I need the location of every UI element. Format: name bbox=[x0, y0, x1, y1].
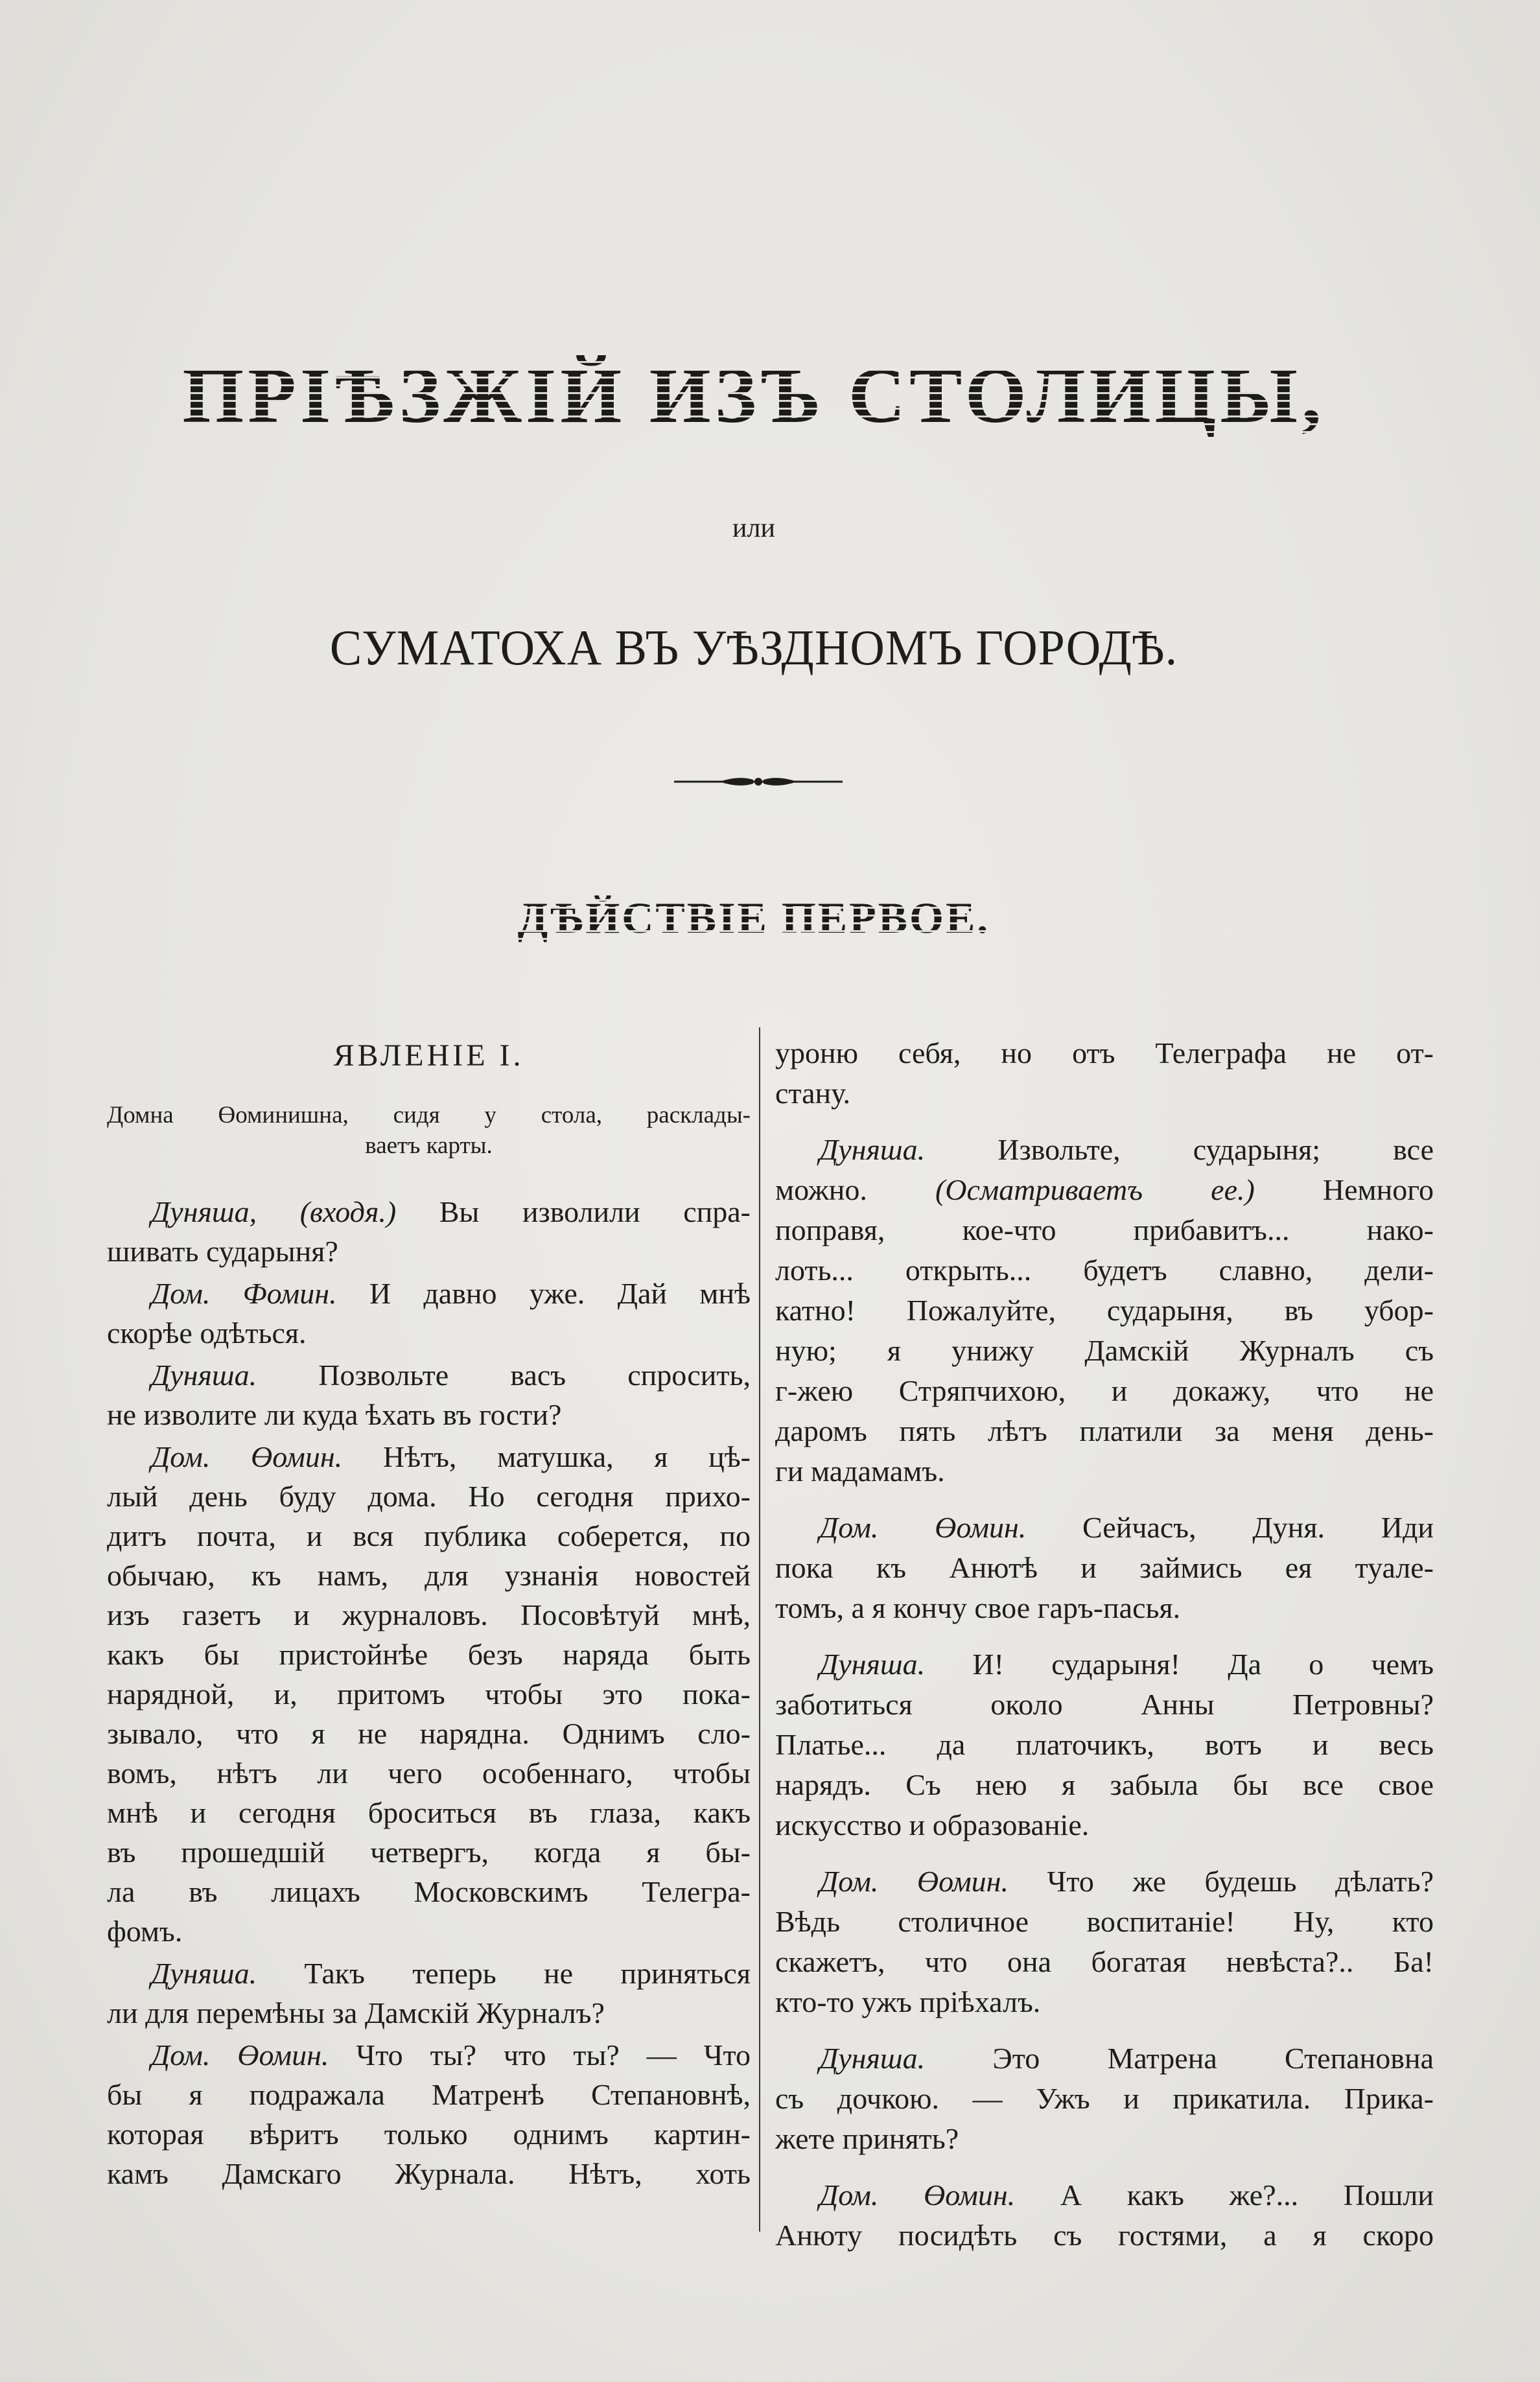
line-text: Нѣтъ, матушка, я цѣ- bbox=[342, 1440, 751, 1473]
line-text: скорѣе одѣться. bbox=[107, 1316, 307, 1349]
text-line bbox=[107, 1437, 751, 1477]
text-line bbox=[107, 1395, 751, 1434]
text-line bbox=[107, 1993, 751, 2033]
text-line bbox=[107, 1674, 751, 1714]
text-line bbox=[775, 1508, 1434, 1548]
text-line bbox=[775, 2215, 1434, 2256]
stage-direction-line: ваетъ карты. bbox=[365, 1132, 493, 1159]
text-line bbox=[107, 1477, 751, 1516]
line-text: съ дочкою. — Ужъ и прикатила. Прика- bbox=[775, 2082, 1434, 2115]
text-line bbox=[775, 2119, 1434, 2159]
speaker-name: Дом. Фомин. bbox=[151, 1277, 337, 1310]
text-line bbox=[775, 1371, 1434, 1411]
line-text: которая вѣритъ только однимъ картин- bbox=[107, 2118, 751, 2151]
line-text: даромъ пять лѣтъ платили за меня день- bbox=[775, 1414, 1434, 1447]
speaker-name: Дуняша. bbox=[151, 1359, 257, 1392]
line-text: шивать сударыня? bbox=[107, 1235, 338, 1268]
text-line bbox=[107, 1714, 751, 1753]
text-line bbox=[775, 1411, 1434, 1451]
text-line bbox=[107, 1793, 751, 1832]
line-text: томъ, а я кончу свое гаръ-пасья. bbox=[775, 1591, 1181, 1624]
text-line bbox=[775, 1685, 1434, 1725]
line-text: зывало, что я не нарядна. Однимъ сло- bbox=[107, 1717, 751, 1750]
line-text: пока къ Анютѣ и займись ея туале- bbox=[775, 1551, 1434, 1584]
text-line bbox=[107, 1832, 751, 1872]
line-text: Платье... да платочикъ, вотъ и весь bbox=[775, 1728, 1434, 1761]
line-text: вомъ, нѣтъ ли чего особеннаго, чтобы bbox=[107, 1757, 751, 1790]
text-line bbox=[775, 1805, 1434, 1845]
line-text: катно! Пожалуйте, сударыня, въ убор- bbox=[775, 1294, 1434, 1327]
speaker-name: Дом. Өомин. bbox=[819, 1511, 1027, 1544]
line-text: И давно уже. Дай мнѣ bbox=[336, 1277, 751, 1310]
ornament-divider-icon bbox=[674, 773, 843, 791]
column-divider bbox=[759, 1027, 760, 2232]
text-line bbox=[775, 2175, 1434, 2215]
speaker-name: Дуняша. bbox=[819, 1133, 926, 1166]
line-text: изъ газетъ и журналовъ. Посовѣтуй мнѣ, bbox=[107, 1598, 751, 1631]
speaker-name: Дом. Өомин. bbox=[819, 1865, 1009, 1898]
speaker-name: Дуняша. bbox=[151, 1957, 257, 1990]
line-text: нарядъ. Съ нею я забыла бы все свое bbox=[775, 1768, 1434, 1801]
line-text: Что ты? что ты? — Что bbox=[329, 2038, 751, 2072]
play-title: ПРІѢЗЖІЙ ИЗЪ СТОЛИЦЫ, bbox=[0, 355, 1508, 437]
text-line bbox=[107, 1516, 751, 1556]
text-line bbox=[775, 1130, 1434, 1170]
line-text: скажетъ, что она богатая невѣста?.. Ба! bbox=[775, 1945, 1434, 1978]
speaker-name: Дом. Өомин. bbox=[151, 1440, 343, 1473]
line-text: лый день буду дома. Но сегодня прихо- bbox=[107, 1480, 751, 1513]
line-text: г-жею Стряпчихою, и докажу, что не bbox=[775, 1374, 1434, 1407]
text-line bbox=[775, 1073, 1434, 1114]
dialogue-paragraph bbox=[775, 1033, 1434, 1114]
line-text: Анюту посидѣть съ гостями, а я скоро bbox=[775, 2219, 1434, 2252]
text-line bbox=[107, 1556, 751, 1595]
dialogue-paragraph bbox=[775, 2038, 1434, 2159]
text-line bbox=[107, 2075, 751, 2114]
line-text: поправя, кое-что прибавитъ... нако- bbox=[775, 1213, 1434, 1246]
line-text: ную; я унижу Дамскій Журналъ съ bbox=[775, 1334, 1434, 1367]
text-line bbox=[107, 1595, 751, 1635]
text-line bbox=[107, 1313, 751, 1353]
line-text: можно. bbox=[775, 1173, 935, 1206]
line-text: уроню себя, но отъ Телеграфа не от- bbox=[775, 1036, 1434, 1069]
text-line bbox=[775, 1765, 1434, 1805]
text-line bbox=[107, 1274, 751, 1313]
line-text: ли для перемѣны за Дамскій Журналъ? bbox=[107, 1996, 605, 2029]
text-line bbox=[775, 1982, 1434, 2022]
dialogue-paragraph bbox=[775, 2175, 1434, 2256]
line-text: какъ бы пристойнѣе безъ наряда быть bbox=[107, 1638, 751, 1671]
line-text: Что же будешь дѣлать? bbox=[1009, 1865, 1434, 1898]
line-text: Вѣдь столичное воспитаніе! Ну, кто bbox=[775, 1905, 1434, 1938]
line-text: жете принять? bbox=[775, 2122, 959, 2155]
text-line bbox=[775, 1588, 1434, 1628]
dialogue-paragraph bbox=[775, 1508, 1434, 1628]
right-column bbox=[775, 1033, 1434, 2256]
line-text: ла въ лицахъ Московскимъ Телегра- bbox=[107, 1875, 751, 1908]
line-text: Сейчасъ, Дуня. Иди bbox=[1026, 1511, 1434, 1544]
text-line bbox=[107, 1954, 751, 1993]
text-line bbox=[107, 1635, 751, 1674]
speaker-name: Дуняша. bbox=[819, 2042, 926, 2075]
dialogue-paragraph bbox=[775, 1644, 1434, 1845]
stage-note: (входя.) bbox=[299, 1195, 397, 1228]
line-text: Это Матрена Степановна bbox=[925, 2042, 1434, 2075]
act-heading: ДѢЙСТВІЕ ПЕРВОЕ. bbox=[0, 893, 1508, 942]
dialogue-paragraph bbox=[775, 1862, 1434, 2022]
line-text: Вы изволили спра- bbox=[396, 1195, 751, 1228]
scene-heading: ЯВЛЕНІЕ I. bbox=[333, 1038, 524, 1073]
text-line bbox=[107, 1192, 751, 1232]
text-line bbox=[107, 1355, 751, 1395]
dialogue-paragraph bbox=[107, 1355, 751, 1434]
left-column bbox=[107, 1192, 751, 2193]
text-line bbox=[775, 1548, 1434, 1588]
line-text: заботиться около Анны Петровны? bbox=[775, 1688, 1434, 1721]
text-line bbox=[107, 1872, 751, 1911]
speaker-name: Дуняша, bbox=[151, 1195, 257, 1228]
text-line bbox=[775, 1331, 1434, 1371]
text-line bbox=[107, 1753, 751, 1793]
text-line bbox=[107, 1911, 751, 1951]
text-line bbox=[775, 1290, 1434, 1331]
line-text bbox=[257, 1195, 300, 1228]
speaker-name: Дом. Өомин. bbox=[151, 2038, 329, 2072]
text-line bbox=[775, 1902, 1434, 1942]
line-text: А какъ же?... Пошли bbox=[1015, 2178, 1434, 2212]
line-text: камъ Дамскаго Журнала. Нѣтъ, хоть bbox=[107, 2157, 751, 2190]
text-line bbox=[775, 2038, 1434, 2079]
line-text: лоть... открыть... будетъ славно, дели- bbox=[775, 1254, 1434, 1287]
text-line bbox=[775, 1862, 1434, 1902]
play-subtitle: СУМАТОХА ВЪ УѢЗДНОМЪ ГОРОДѢ. bbox=[329, 620, 1178, 677]
text-line bbox=[775, 1451, 1434, 1491]
line-text: искусство и образованіе. bbox=[775, 1808, 1090, 1841]
line-text: Позвольте васъ спросить, bbox=[257, 1359, 751, 1392]
speaker-name: Дом. Өомин. bbox=[819, 2178, 1016, 2212]
line-text: Немного bbox=[1254, 1173, 1434, 1206]
stage-direction-line: Домна Өоминишна, сидя у стола, расклады- bbox=[107, 1102, 751, 1128]
line-text: Извольте, сударыня; все bbox=[925, 1133, 1434, 1166]
line-text: И! сударыня! Да о чемъ bbox=[925, 1648, 1434, 1681]
line-text: обычаю, къ намъ, для узнанія новостей bbox=[107, 1559, 751, 1592]
line-text: кто-то ужъ пріѣхалъ. bbox=[775, 1985, 1041, 2018]
line-text: стану. bbox=[775, 1077, 851, 1110]
text-line bbox=[775, 1170, 1434, 1210]
dialogue-paragraph bbox=[107, 1274, 751, 1353]
stage-direction bbox=[107, 1100, 751, 1161]
text-line bbox=[775, 1942, 1434, 1982]
text-line bbox=[775, 1033, 1434, 1073]
title-conjunction: или bbox=[732, 513, 775, 543]
text-line bbox=[107, 2114, 751, 2154]
dialogue-paragraph bbox=[107, 1192, 751, 1271]
dialogue-paragraph bbox=[107, 1437, 751, 1951]
text-line bbox=[775, 1250, 1434, 1290]
text-line bbox=[775, 2079, 1434, 2119]
speaker-name: Дуняша. bbox=[819, 1648, 926, 1681]
text-line bbox=[107, 2035, 751, 2075]
line-text: фомъ. bbox=[107, 1915, 183, 1948]
text-line bbox=[107, 1232, 751, 1271]
text-line bbox=[775, 1210, 1434, 1250]
text-line bbox=[775, 1644, 1434, 1685]
dialogue-paragraph bbox=[107, 2035, 751, 2193]
line-text: ги мадамамъ. bbox=[775, 1454, 945, 1488]
dialogue-paragraph bbox=[107, 1954, 751, 2033]
line-text: въ прошедшій четвергъ, когда я бы- bbox=[107, 1836, 751, 1869]
line-text: Такъ теперь не приняться bbox=[257, 1957, 751, 1990]
line-text: мнѣ и сегодня броситься въ глаза, какъ bbox=[107, 1796, 751, 1829]
dialogue-paragraph bbox=[775, 1130, 1434, 1491]
text-line bbox=[107, 2154, 751, 2193]
line-text: бы я подражала Матренѣ Степановнѣ, bbox=[107, 2078, 751, 2111]
line-text: не изволите ли куда ѣхать въ гости? bbox=[107, 1398, 562, 1431]
line-text: нарядной, и, притомъ чтобы это пока- bbox=[107, 1677, 751, 1711]
line-text: дитъ почта, и вся публика соберется, по bbox=[107, 1519, 751, 1552]
text-line bbox=[775, 1725, 1434, 1765]
stage-note: (Осматриваетъ ее.) bbox=[935, 1173, 1255, 1206]
